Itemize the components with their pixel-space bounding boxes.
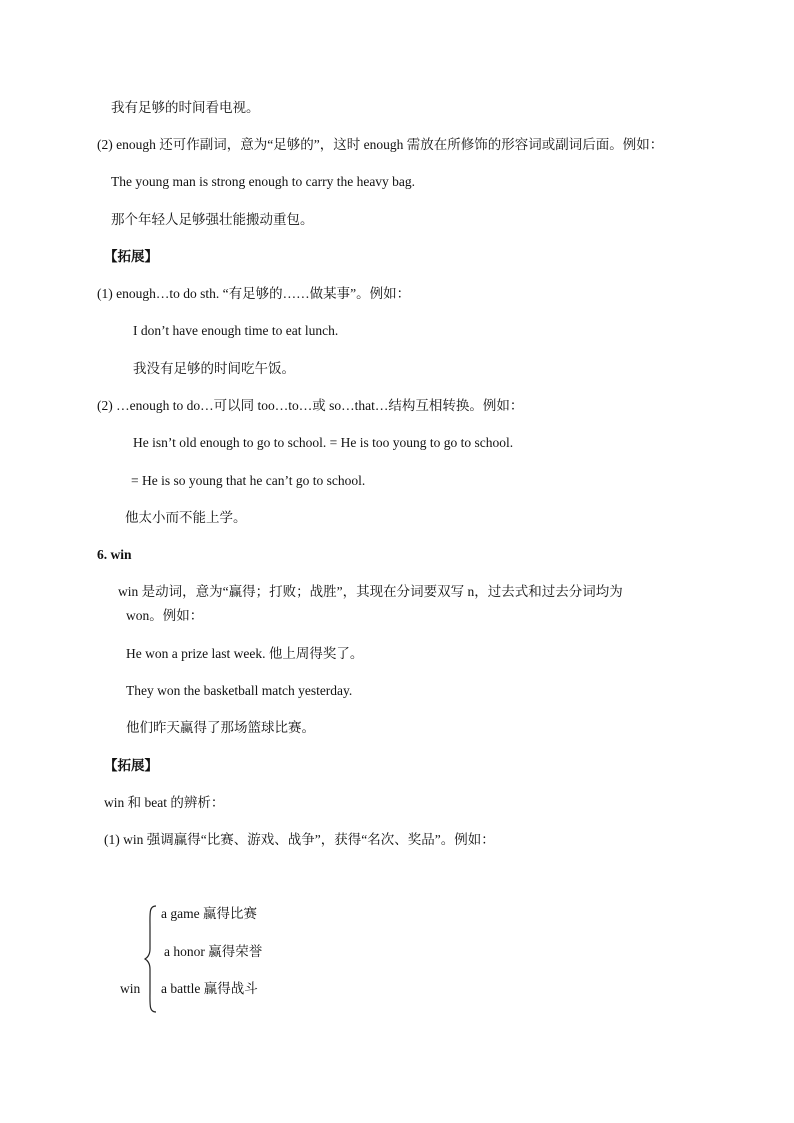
- text-line: (2) enough 还可作副词，意为“足够的”，这时 enough 需放在所修饰的形容词或副词后面。例如：: [97, 137, 664, 152]
- curly-brace-icon: [144, 905, 158, 1013]
- text-line: won。例如：: [126, 608, 204, 623]
- text-line: win 和 beat 的辨析：: [104, 795, 225, 810]
- section-heading: 【拓展】: [104, 758, 158, 773]
- text-line: (1) win 强调赢得“比赛、游戏、战争”，获得“名次、奖品”。例如：: [104, 832, 495, 847]
- diagram-item: a battle 赢得战斗: [161, 981, 258, 996]
- text-line: 我有足够的时间看电视。: [111, 100, 260, 115]
- diagram-head-word: win: [120, 981, 141, 996]
- example-sentence: I don’t have enough time to eat lunch.: [133, 323, 339, 338]
- section-heading: 【拓展】: [104, 249, 158, 264]
- example-translation: 他们昨天赢得了那场篮球比赛。: [126, 720, 315, 735]
- example-sentence: The young man is strong enough to carry the heavy bag.: [111, 174, 416, 189]
- text-line: (1) enough…to do sth. “有足够的……做某事”。例如：: [97, 286, 411, 301]
- example-sentence: = He is so young that he can’t go to school.: [131, 473, 366, 488]
- example-translation: 他太小而不能上学。: [125, 510, 247, 525]
- example-translation: 那个年轻人足够强壮能搬动重包。: [111, 212, 314, 227]
- section-title: 6. win: [97, 547, 132, 562]
- text-line: (2) …enough to do…可以同 too…to…或 so…that…结构互相转换。例如：: [97, 398, 524, 413]
- example-translation: 我没有足够的时间吃午饭。: [133, 361, 295, 376]
- diagram-item: a game 赢得比赛: [161, 906, 257, 921]
- example-sentence: They won the basketball match yesterday.: [126, 683, 353, 698]
- example-sentence: He won a prize last week. 他上周得奖了。: [126, 646, 364, 661]
- diagram-item: a honor 赢得荣誉: [164, 944, 263, 959]
- text-line: win 是动词，意为“赢得；打败；战胜”，其现在分词要双写 n，过去式和过去分词均为: [118, 584, 623, 599]
- example-sentence: He isn’t old enough to go to school. = He is too young to go to school.: [133, 435, 514, 450]
